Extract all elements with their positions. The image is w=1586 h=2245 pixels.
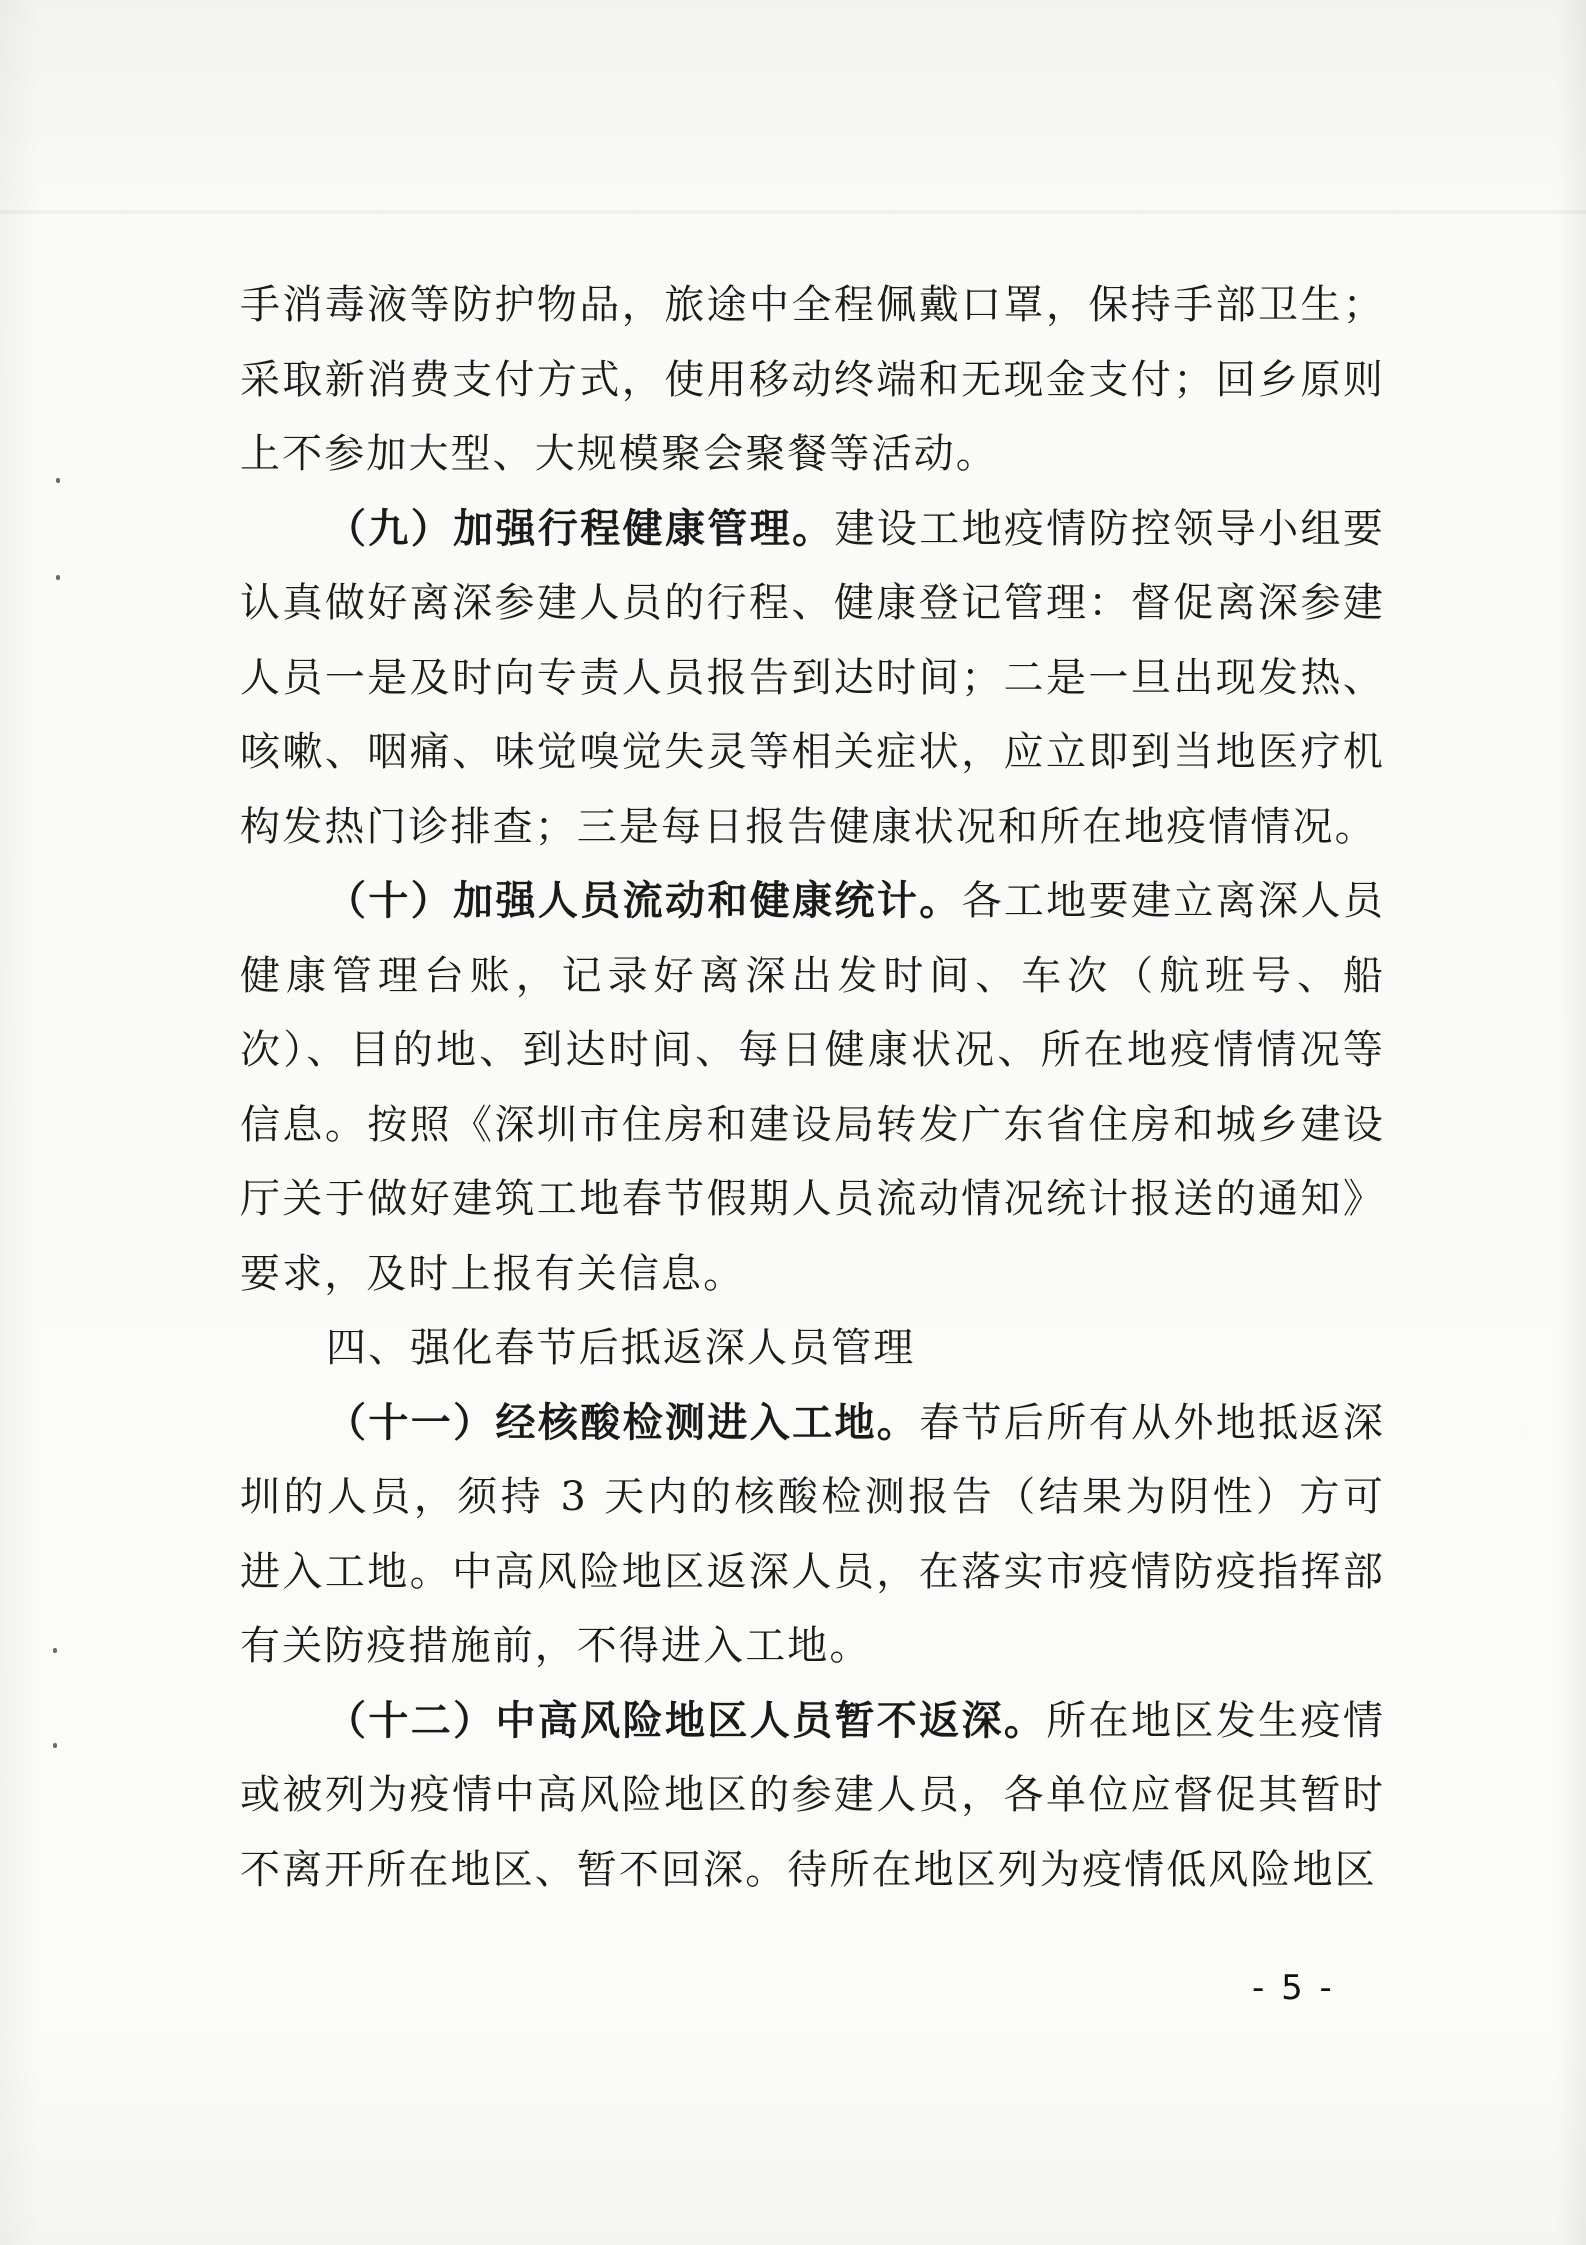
scan-speck [53,1648,57,1653]
paragraph-text: 所在地区发生疫情或被列为疫情中高风险地区的参建人员，各单位应督促其暂时不离开所在地区、暂不回深。待所在地区列为疫情低风险地区 [240,1697,1385,1893]
section-heading-text: 四、强化春节后抵返深人员管理 [326,1325,916,1371]
item-heading: （十一）经核酸检测进入工地。 [326,1398,920,1446]
section-heading-4 [240,1311,1385,1386]
item-heading: （十）加强人员流动和健康统计。 [326,877,962,924]
paragraph-item-10 [240,864,1385,1311]
scan-shadow-right [1556,0,1586,2245]
scan-shadow-left [0,0,40,2245]
scan-speck [56,575,60,580]
paragraph-continuation [240,268,1385,492]
document-body [240,268,1385,1907]
paragraph-text: 手消毒液等防护物品，旅途中全程佩戴口罩，保持手部卫生；采取新消费支付方式，使用移动终端和无现金支付；回乡原则上不参加大型、大规模聚会聚餐等活动。 [240,282,1385,477]
paragraph-item-9 [240,492,1385,865]
scan-speck [53,1743,57,1748]
paragraph-text: 各工地要建立离深人员健康管理台账，记录好离深出发时间、车次（航班号、船次）、目的地、到达时间、每日健康状况、所在地疫情情况等信息。按照《深圳市住房和建设局转发广东省住房和城乡建设厅关于做好建筑工地春节假期人员流动情况统计报送的通知》要求，及时上报有关信息。 [240,878,1385,1297]
paragraph-text: 建设工地疫情防控领导小组要认真做好离深参建人员的行程、健康登记管理：督促离深参建人员一是及时向专责人员报告到达时间；二是一旦出现发热、咳嗽、咽痛、味觉嗅觉失灵等相关症状，应立即到当地医疗机构发热门诊排查；三是每日报告健康状况和所在地疫情情况。 [240,505,1385,850]
item-heading: （十二）中高风险地区人员暂不返深。 [326,1696,1047,1744]
scan-speck [56,478,60,483]
paragraph-item-11 [240,1386,1385,1684]
item-heading: （九）加强行程健康管理。 [326,504,835,552]
paragraph-text: 春节后所有从外地抵返深圳的人员，须持 3 天内的核酸检测报告（结果为阴性）方可进入工地。中高风险地区返深人员，在落实市疫情防疫指挥部有关防疫措施前，不得进入工地。 [240,1399,1385,1669]
page-number: - 5 - [1252,1968,1335,2008]
scan-band [0,210,1586,214]
paragraph-item-12 [240,1684,1385,1908]
